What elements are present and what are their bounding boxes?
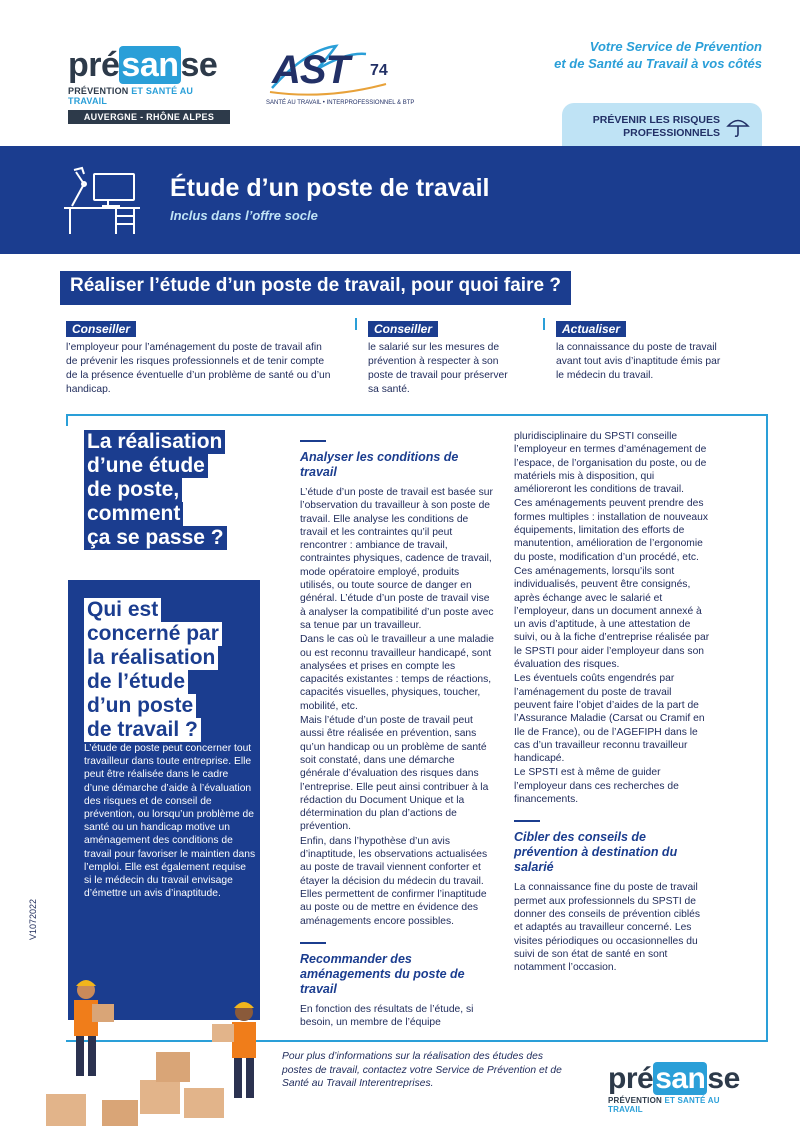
version-code: V1072022	[28, 898, 38, 940]
region-label: AUVERGNE - RHÔNE ALPES	[68, 110, 230, 124]
question-how: La réalisation d’une étude de poste, comment ça se passe ?	[84, 430, 240, 550]
column-recommendations: pluridisciplinaire du SPSTI conseille l’employeur en termes d’aménagement de l’espace, de l’organisation du poste, ou de matériels mis à disposition, qui amélioreront les conditions de travail. Ces aménagements peuvent prendre des formes multiples : installation de nouveaux équipements, limitation des efforts de manutention, amélioration de l’ergonomie du poste, modification d’un procédé, etc. Ces aménagements, lorsqu’ils sont individualisés, peuvent être consignés, après échange avec le salarié et l’employeur, dans un document annexé à un avis d’aptitude, à une attestation de suivi, ou à la fiche d’entreprise réalisée par le SPSTI pour aider l’employeur dans son évaluation des risques. Les éventuels coûts engendrés par l’aménagement du poste de travail peuvent faire l’objet d’aides de la part de l’Assurance Maladie (Carsat ou Cramif en Ile de France), ou de l’AGEFIPH dans le cas d’un travailleur reconnu travailleur handicapé. Le SPSTI est à même de guider l’employeur dans ces recherches de financements. Cibler des conseils de prévention à destination du salarié La connaissance fine du poste de travail permet aux professionnels du SPSTI de donner des conseils de prévention ciblés et adaptés au travailleur concerné. Les visites périodiques ou occasionnelles du suivi de son état de santé en sont notamment l’occasion.	[514, 431, 710, 974]
frame-edge	[66, 414, 68, 426]
column-analysis: Analyser les conditions de travail L’étude d’un poste de travail est basée sur l’observation du travailleur à son poste de travail. Elle analyse les conditions de travail et les contraintes qu’il peut rencontrer : ambiance de travail, contraintes physiques, cadence de travail, mode opératoire employé, produits utilisés, ou toute source de danger en général. L’étude d’un poste de travail vise à analyser la compatibilité d’un poste avec sa tenue par un travailleur. Dans le cas où le travailleur a une maladie ou est reconnu travailleur handicapé, sont analysées et prises en compte les capacités existantes : temps de réactions, capacités visuelles, physiques, toucher, mobilité, etc. Mais l’étude d’un poste de travail peut aussi être réalisée en prévention, sans qu’un handicap ou un problème de santé soit constaté, dans une démarche générale d’évaluation des risques dans l’entreprise. Elle peut ainsi contribuer à la rédaction du Document Unique et la détermination du plan d’actions de prévention. Enfin, dans l’hypothèse d’un avis d’inaptitude, les observations actualisées au poste de travail viennent conforter et étayer la décision du médecin du travail. Elles permettent de confirmer l’inaptitude au poste ou de mettre en évidence des aménagements encore possibles. Recommander des aménagements du poste de travail En fonction des résultats de l’étude, si besoin, un membre de l’équipe	[300, 440, 496, 1030]
presanse-logo-bottom: présanse PRÉVENTION ET SANTÉ AU TRAVAIL	[608, 1062, 740, 1114]
title-banner	[0, 146, 800, 254]
ast74-logo: AST 74 SANTÉ AU TRAVAIL • INTERPROFESSIONNEL & BTP	[266, 40, 426, 110]
umbrella-icon	[726, 115, 750, 139]
divider	[355, 318, 357, 330]
page-title: Étude d’un poste de travail	[170, 174, 490, 202]
subheading: Analyser les conditions de travail	[300, 450, 459, 479]
section-heading: Réaliser l’étude d’un poste de travail, pour quoi faire ?	[60, 271, 571, 305]
desk-computer-icon	[62, 164, 142, 236]
purpose-block: Actualiser la connaissance du poste de travail avant tout avis d’inaptitude émis par le médecin du travail.	[556, 322, 721, 381]
footer-note: Pour plus d’informations sur la réalisation des études des postes de travail, contactez votre Service de Prévention et de Santé au Travail Interentreprises.	[282, 1051, 562, 1089]
subheading: Recommander des aménagements du poste de travail	[300, 951, 465, 996]
risk-category-tab: PRÉVENIR LES RISQUES PROFESSIONNELS	[562, 103, 762, 149]
divider	[543, 318, 545, 330]
subheading: Cibler des conseils de prévention à destination du salarié	[514, 830, 678, 875]
page-subtitle: Inclus dans l’offre socle	[170, 208, 318, 223]
purpose-block: Conseiller le salarié sur les mesures de prévention à respecter à son poste de travail pour préserver sa santé.	[368, 322, 508, 395]
workers-illustration	[36, 960, 296, 1130]
tagline: Votre Service de Prévention et de Santé au Travail à vos côtés	[554, 39, 762, 71]
purpose-block: Conseiller l’employeur pour l’aménagement du poste de travail afin de prévenir les risques professionnels et de tenir compte de la présence éventuelle d’un problème de santé ou d’un handicap.	[66, 322, 331, 395]
presanse-logo: présanse PRÉVENTION ET SANTÉ AU TRAVAIL AUVERGNE - RHÔNE ALPES	[68, 48, 230, 124]
question-who: Qui est concerné par la réalisation de l’étude d’un poste de travail ?	[84, 598, 252, 742]
who-text: L’étude de poste peut concerner tout travailleur dans toute entreprise. Elle peut être réalisée dans le cadre d’une démarche d’aide à l’évaluation des risques et de conseil de prévention, ou lorsqu’un problème de santé ou un handicap motive un aménagement des conditions de travail pour favoriser le maintien dans l’emploi. Elle est également requise si le médecin du travail envisage d’émettre un avis d’inaptitude.	[84, 743, 256, 900]
